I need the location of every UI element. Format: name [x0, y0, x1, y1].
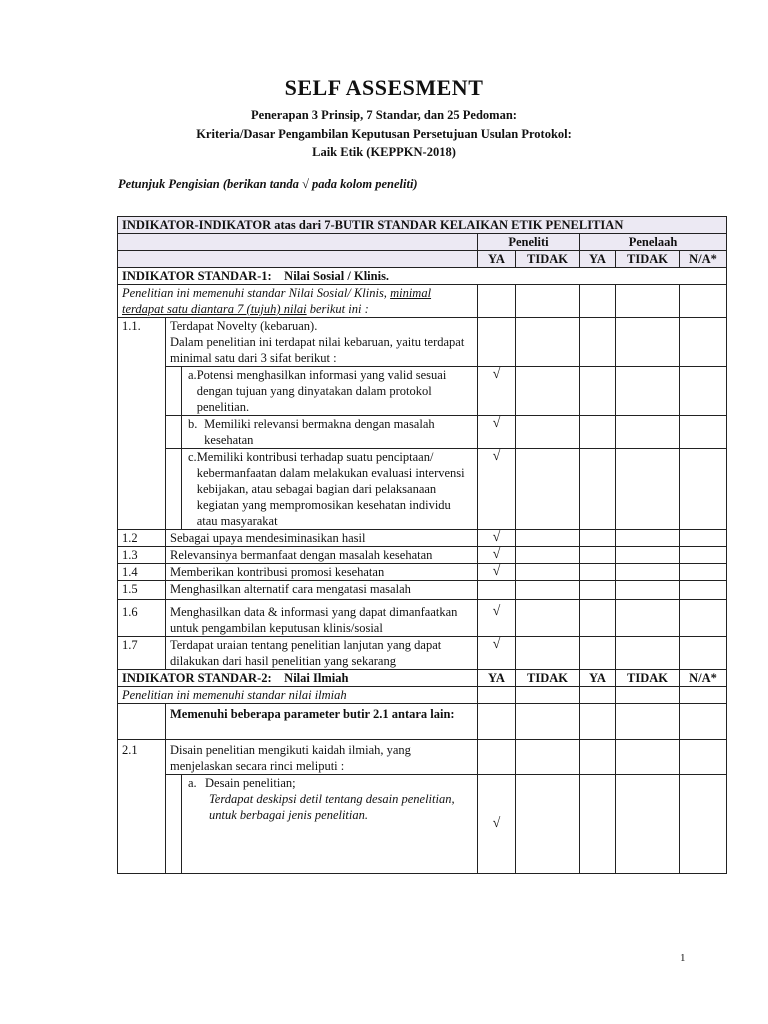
item-text: Desain penelitian; [205, 776, 296, 790]
penelaah-header: Penelaah [580, 234, 727, 251]
assessment-table [117, 216, 727, 874]
item-number: 1.6 [118, 600, 166, 637]
peneliti-ya-header: YA [478, 251, 516, 268]
item-number: 1.3 [118, 547, 166, 564]
peneliti-ya-check[interactable]: √ [478, 775, 516, 874]
page-number: 1 [680, 952, 686, 964]
item-text: Memberikan kontribusi promosi kesehatan [166, 564, 478, 581]
peneliti-tidak-header: TIDAK [516, 670, 580, 687]
item-letter: b. [188, 417, 198, 431]
standard-2-label: INDIKATOR STANDAR-2: [122, 671, 272, 685]
subtitle-line-1: Penerapan 3 Prinsip, 7 Standar, dan 25 Pedoman: [251, 108, 517, 122]
standard-2-note: Penelitian ini memenuhi standar nilai ilmiah [118, 687, 478, 704]
table-row [118, 564, 727, 581]
peneliti-ya-check[interactable]: √ [478, 367, 516, 416]
item-letter: a. [188, 776, 197, 790]
reviewer-group-row [118, 234, 727, 251]
item-number: 1.2 [118, 530, 166, 547]
penelaah-tidak-header: TIDAK [616, 670, 680, 687]
answer-header-row [118, 251, 727, 268]
standard-1-label: INDIKATOR STANDAR-1: [122, 269, 272, 283]
peneliti-ya-check[interactable]: √ [478, 547, 516, 564]
table-row [118, 530, 727, 547]
parameter-heading: Memenuhi beberapa parameter butir 2.1 antara lain: [166, 704, 478, 740]
item-number: 1.7 [118, 637, 166, 670]
penelaah-tidak-header: TIDAK [616, 251, 680, 268]
penelaah-na-header: N/A* [680, 251, 727, 268]
item-text: Menghasilkan alternatif cara mengatasi masalah [166, 581, 478, 600]
item-text: Menghasilkan data & informasi yang dapat dimanfaatkan untuk pengambilan keputusan klinis/sosial [166, 600, 478, 637]
item-letter: a. [188, 368, 197, 382]
peneliti-ya-check[interactable]: √ [478, 530, 516, 547]
table-row [118, 416, 727, 449]
item-text: Memiliki relevansi bermakna dengan masalah kesehatan [204, 417, 435, 447]
table-row [118, 775, 727, 874]
peneliti-ya-header: YA [478, 670, 516, 687]
item-text: Terdapat uraian tentang penelitian lanjutan yang dapat dilakukan dari hasil penelitian yang sekarang [166, 637, 478, 670]
item-text: Terdapat Novelty (kebaruan). [170, 319, 318, 333]
penelaah-ya-header: YA [580, 670, 616, 687]
peneliti-ya-check[interactable]: √ [478, 416, 516, 449]
item-text: Memiliki kontribusi terhadap suatu penciptaan/ kebermanfaatan dalam melakukan evaluasi intervensi kebijakan, atau sebagai bagian dari pelaksanaan kegiatan yang mempromosikan kesehatan individu atau masyarakat [196, 450, 465, 528]
standard-1-row [118, 268, 727, 285]
item-text: Potensi menghasilkan informasi yang valid sesuai dengan tujuan yang dinyatakan dalam protokol penelitian. [196, 368, 447, 414]
standard-1-note-row [118, 285, 727, 318]
standard-1-name: Nilai Sosial / Klinis. [284, 269, 390, 283]
standard-2-note-row [118, 687, 727, 704]
filling-instruction: Petunjuk Pengisian (berikan tanda √ pada kolom peneliti) [118, 177, 418, 191]
peneliti-ya-check[interactable]: √ [478, 600, 516, 637]
item-detail: Terdapat deskipsi detil tentang desain penelitian, untuk berbagai jenis penelitian. [209, 792, 455, 822]
table-row [118, 547, 727, 564]
peneliti-ya-check[interactable]: √ [478, 449, 516, 530]
item-number: 1.4 [118, 564, 166, 581]
table-row [118, 740, 727, 775]
table-main-title: INDIKATOR-INDIKATOR atas dari 7-BUTIR STANDAR KELAIKAN ETIK PENELITIAN [118, 217, 727, 234]
peneliti-ya-check[interactable]: √ [478, 564, 516, 581]
document-title: SELF ASSESMENT [284, 75, 484, 100]
item-subtext: Dalam penelitian ini terdapat nilai kebaruan, yaitu terdapat minimal satu dari 3 sifat berikut : [170, 335, 465, 365]
table-header-row [118, 217, 727, 234]
standard-2-row [118, 670, 727, 687]
standard-1-note: Penelitian ini memenuhi standar Nilai Sosial/ Klinis, minimal terdapat satu diantara 7 (tujuh) nilai berikut ini : [118, 285, 478, 318]
item-number: 2.1 [118, 740, 166, 874]
item-number: 1.5 [118, 581, 166, 600]
subtitle-line-3: Laik Etik (KEPPKN-2018) [312, 145, 456, 159]
subtitle-line-2: Kriteria/Dasar Pengambilan Keputusan Persetujuan Usulan Protokol: [196, 127, 572, 141]
table-row [118, 449, 727, 530]
peneliti-header: Peneliti [478, 234, 580, 251]
table-row [118, 704, 727, 740]
table-row [118, 318, 727, 367]
peneliti-ya-check[interactable]: √ [478, 637, 516, 670]
item-letter: c. [188, 450, 197, 464]
item-text: Sebagai upaya mendesiminasikan hasil [166, 530, 478, 547]
table-row [118, 581, 727, 600]
peneliti-tidak-header: TIDAK [516, 251, 580, 268]
penelaah-ya-header: YA [580, 251, 616, 268]
table-row [118, 600, 727, 637]
item-text: Disain penelitian mengikuti kaidah ilmiah, yang menjelaskan secara rinci meliputi : [166, 740, 478, 775]
item-number: 1.1. [118, 318, 166, 530]
item-text: Relevansinya bermanfaat dengan masalah kesehatan [166, 547, 478, 564]
table-row [118, 637, 727, 670]
standard-2-name: Nilai Ilmiah [284, 671, 349, 685]
table-row [118, 367, 727, 416]
penelaah-na-header: N/A* [680, 670, 727, 687]
